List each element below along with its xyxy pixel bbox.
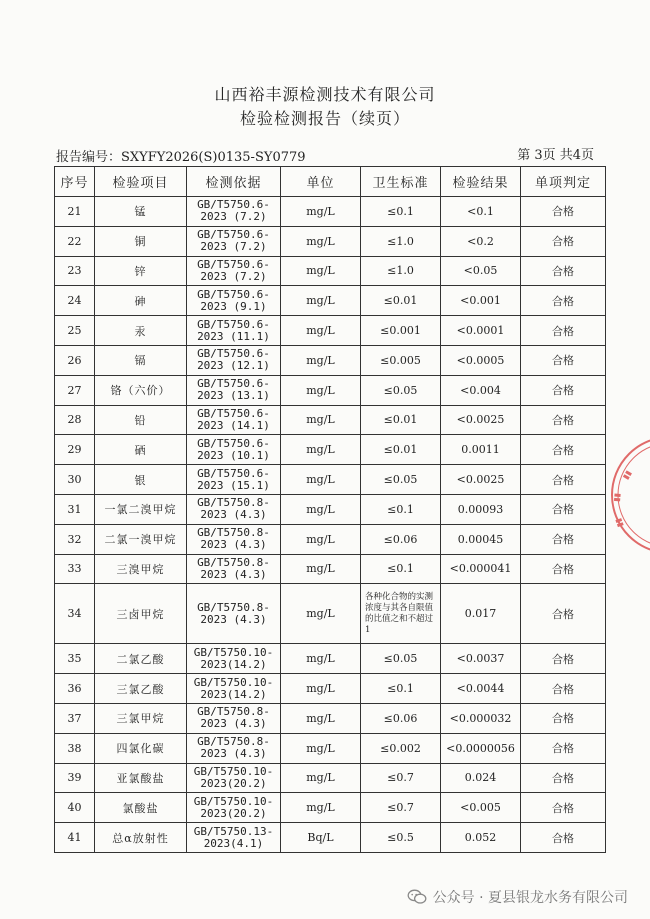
table-row (55, 345, 606, 375)
svg-text:▮▮: ▮▮ (612, 492, 622, 503)
report-subtitle: 检验检测报告（续页） (239, 109, 410, 128)
item-name: 三卤甲烷 (95, 584, 187, 644)
col-header-no: 序号 (55, 167, 95, 197)
row-number: 28 (55, 405, 95, 435)
unit: mg/L (281, 554, 361, 584)
test-method: GB/T5750.6-2023 (11.1) (187, 316, 281, 346)
results-table (54, 166, 606, 853)
row-number: 29 (55, 435, 95, 465)
table-row (55, 763, 606, 793)
test-result: <0.000041 (441, 554, 521, 584)
hygiene-standard: ≤0.06 (361, 703, 441, 733)
test-result: <0.005 (441, 793, 521, 823)
col-header-standard: 卫生标准 (361, 167, 441, 197)
item-name: 锌 (95, 256, 187, 286)
col-header-item: 检验项目 (95, 167, 187, 197)
test-result: 0.052 (441, 823, 521, 853)
col-header-unit: 单位 (281, 167, 361, 197)
row-number: 37 (55, 703, 95, 733)
table-row (55, 465, 606, 495)
table-row (55, 316, 606, 346)
unit: mg/L (281, 405, 361, 435)
test-result: <0.0044 (441, 674, 521, 704)
unit: mg/L (281, 375, 361, 405)
test-method: GB/T5750.6-2023 (9.1) (187, 286, 281, 316)
row-number: 22 (55, 226, 95, 256)
unit: mg/L (281, 793, 361, 823)
verdict: 合格 (521, 465, 606, 495)
item-name: 二氯一溴甲烷 (95, 524, 187, 554)
test-method: GB/T5750.8-2023 (4.3) (187, 554, 281, 584)
row-number: 25 (55, 316, 95, 346)
table-row (55, 405, 606, 435)
verdict: 合格 (521, 197, 606, 227)
table-row (55, 703, 606, 733)
verdict: 合格 (521, 435, 606, 465)
unit: mg/L (281, 494, 361, 524)
row-number: 35 (55, 644, 95, 674)
hygiene-standard: ≤0.5 (361, 823, 441, 853)
test-method: GB/T5750.10-2023(20.2) (187, 793, 281, 823)
row-number: 31 (55, 494, 95, 524)
item-name: 锰 (95, 197, 187, 227)
hygiene-standard: 各种化合物的实测浓度与其各自限值的比值之和不超过1 (361, 584, 441, 644)
verdict: 合格 (521, 316, 606, 346)
item-name: 铬（六价） (95, 375, 187, 405)
page-indicator: 第 3页 共4页 (517, 148, 594, 163)
test-method: GB/T5750.10-2023(14.2) (187, 644, 281, 674)
hygiene-standard: ≤0.05 (361, 644, 441, 674)
item-name: 三氯甲烷 (95, 703, 187, 733)
test-method: GB/T5750.8-2023 (4.3) (187, 494, 281, 524)
verdict: 合格 (521, 823, 606, 853)
verdict: 合格 (521, 494, 606, 524)
verdict: 合格 (521, 345, 606, 375)
unit: mg/L (281, 703, 361, 733)
item-name: 铜 (95, 226, 187, 256)
unit: mg/L (281, 524, 361, 554)
unit: Bq/L (281, 823, 361, 853)
table-row (55, 286, 606, 316)
table-row (55, 674, 606, 704)
verdict: 合格 (521, 763, 606, 793)
table-row (55, 494, 606, 524)
item-name: 三溴甲烷 (95, 554, 187, 584)
col-header-result: 检验结果 (441, 167, 521, 197)
unit: mg/L (281, 763, 361, 793)
row-number: 27 (55, 375, 95, 405)
verdict: 合格 (521, 584, 606, 644)
test-method: GB/T5750.6-2023 (15.1) (187, 465, 281, 495)
hygiene-standard: ≤0.01 (361, 435, 441, 465)
table-row (55, 435, 606, 465)
hygiene-standard: ≤0.002 (361, 733, 441, 763)
hygiene-standard: ≤0.06 (361, 524, 441, 554)
row-number: 38 (55, 733, 95, 763)
hygiene-standard: ≤0.05 (361, 375, 441, 405)
test-method: GB/T5750.8-2023 (4.3) (187, 584, 281, 644)
row-number: 36 (55, 674, 95, 704)
verdict: 合格 (521, 524, 606, 554)
hygiene-standard: ≤0.1 (361, 197, 441, 227)
unit: mg/L (281, 435, 361, 465)
verdict: 合格 (521, 256, 606, 286)
unit: mg/L (281, 197, 361, 227)
test-method: GB/T5750.10-2023(20.2) (187, 763, 281, 793)
unit: mg/L (281, 316, 361, 346)
table-row (55, 226, 606, 256)
verdict: 合格 (521, 733, 606, 763)
hygiene-standard: ≤0.01 (361, 405, 441, 435)
report-number: 报告编号：SXYFY2026(S)0135-SY0779 (56, 150, 306, 165)
test-method: GB/T5750.6-2023 (7.2) (187, 226, 281, 256)
hygiene-standard: ≤0.7 (361, 763, 441, 793)
hygiene-standard: ≤0.005 (361, 345, 441, 375)
table-row (55, 256, 606, 286)
row-number: 40 (55, 793, 95, 823)
col-header-verdict: 单项判定 (521, 167, 606, 197)
unit: mg/L (281, 674, 361, 704)
unit: mg/L (281, 345, 361, 375)
test-result: <0.0025 (441, 465, 521, 495)
table-row (55, 793, 606, 823)
item-name: 银 (95, 465, 187, 495)
item-name: 汞 (95, 316, 187, 346)
test-result: <0.004 (441, 375, 521, 405)
verdict: 合格 (521, 405, 606, 435)
item-name: 砷 (95, 286, 187, 316)
unit: mg/L (281, 256, 361, 286)
table-row (55, 644, 606, 674)
row-number: 21 (55, 197, 95, 227)
wechat-icon (407, 889, 427, 905)
unit: mg/L (281, 226, 361, 256)
watermark-text: 公众号 · 夏县银龙水务有限公司 (432, 890, 628, 906)
test-method: GB/T5750.6-2023 (14.1) (187, 405, 281, 435)
test-method: GB/T5750.8-2023 (4.3) (187, 703, 281, 733)
company-title: 山西裕丰源检测技术有限公司 (214, 85, 436, 104)
test-result: <0.0025 (441, 405, 521, 435)
test-method: GB/T5750.6-2023 (7.2) (187, 256, 281, 286)
test-method: GB/T5750.10-2023(14.2) (187, 674, 281, 704)
hygiene-standard: ≤1.0 (361, 226, 441, 256)
hygiene-standard: ≤0.1 (361, 494, 441, 524)
watermark (407, 887, 628, 907)
hygiene-standard: ≤0.001 (361, 316, 441, 346)
test-result: <0.0000056 (441, 733, 521, 763)
verdict: 合格 (521, 703, 606, 733)
test-result: <0.2 (441, 226, 521, 256)
test-method: GB/T5750.6-2023 (10.1) (187, 435, 281, 465)
unit: mg/L (281, 465, 361, 495)
row-number: 24 (55, 286, 95, 316)
test-result: <0.1 (441, 197, 521, 227)
row-number: 41 (55, 823, 95, 853)
item-name: 铅 (95, 405, 187, 435)
test-result: <0.0005 (441, 345, 521, 375)
table-row (55, 584, 606, 644)
item-name: 镉 (95, 345, 187, 375)
row-number: 26 (55, 345, 95, 375)
svg-text:▮▮: ▮▮ (620, 468, 634, 481)
table-row (55, 554, 606, 584)
test-result: 0.017 (441, 584, 521, 644)
item-name: 二氯乙酸 (95, 644, 187, 674)
col-header-method: 检测依据 (187, 167, 281, 197)
test-method: GB/T5750.6-2023 (12.1) (187, 345, 281, 375)
test-result: <0.000032 (441, 703, 521, 733)
verdict: 合格 (521, 226, 606, 256)
verdict: 合格 (521, 554, 606, 584)
red-seal-stamp (605, 430, 650, 560)
verdict: 合格 (521, 644, 606, 674)
row-number: 34 (55, 584, 95, 644)
row-number: 33 (55, 554, 95, 584)
table-row (55, 823, 606, 853)
item-name: 氯酸盐 (95, 793, 187, 823)
table-header-row (55, 167, 606, 197)
verdict: 合格 (521, 375, 606, 405)
test-method: GB/T5750.6-2023 (7.2) (187, 197, 281, 227)
row-number: 23 (55, 256, 95, 286)
test-method: GB/T5750.13-2023(4.1) (187, 823, 281, 853)
hygiene-standard: ≤0.05 (361, 465, 441, 495)
verdict: 合格 (521, 674, 606, 704)
hygiene-standard: ≤0.7 (361, 793, 441, 823)
row-number: 32 (55, 524, 95, 554)
test-method: GB/T5750.8-2023 (4.3) (187, 733, 281, 763)
test-result: 0.024 (441, 763, 521, 793)
table-row (55, 375, 606, 405)
row-number: 39 (55, 763, 95, 793)
hygiene-standard: ≤0.1 (361, 554, 441, 584)
hygiene-standard: ≤0.1 (361, 674, 441, 704)
hygiene-standard: ≤0.01 (361, 286, 441, 316)
test-result: 0.0011 (441, 435, 521, 465)
table-row (55, 524, 606, 554)
item-name: 一氯二溴甲烷 (95, 494, 187, 524)
test-method: GB/T5750.6-2023 (13.1) (187, 375, 281, 405)
table-row (55, 733, 606, 763)
test-result: 0.00093 (441, 494, 521, 524)
item-name: 亚氯酸盐 (95, 763, 187, 793)
unit: mg/L (281, 584, 361, 644)
verdict: 合格 (521, 286, 606, 316)
test-method: GB/T5750.8-2023 (4.3) (187, 524, 281, 554)
table-body (55, 197, 606, 853)
item-name: 硒 (95, 435, 187, 465)
test-result: <0.001 (441, 286, 521, 316)
unit: mg/L (281, 733, 361, 763)
test-result: 0.00045 (441, 524, 521, 554)
item-name: 三氯乙酸 (95, 674, 187, 704)
unit: mg/L (281, 644, 361, 674)
svg-text:▮▮: ▮▮ (613, 517, 625, 529)
verdict: 合格 (521, 793, 606, 823)
test-result: <0.05 (441, 256, 521, 286)
table-row (55, 197, 606, 227)
item-name: 总α放射性 (95, 823, 187, 853)
item-name: 四氯化碳 (95, 733, 187, 763)
test-result: <0.0037 (441, 644, 521, 674)
hygiene-standard: ≤1.0 (361, 256, 441, 286)
unit: mg/L (281, 286, 361, 316)
row-number: 30 (55, 465, 95, 495)
test-result: <0.0001 (441, 316, 521, 346)
